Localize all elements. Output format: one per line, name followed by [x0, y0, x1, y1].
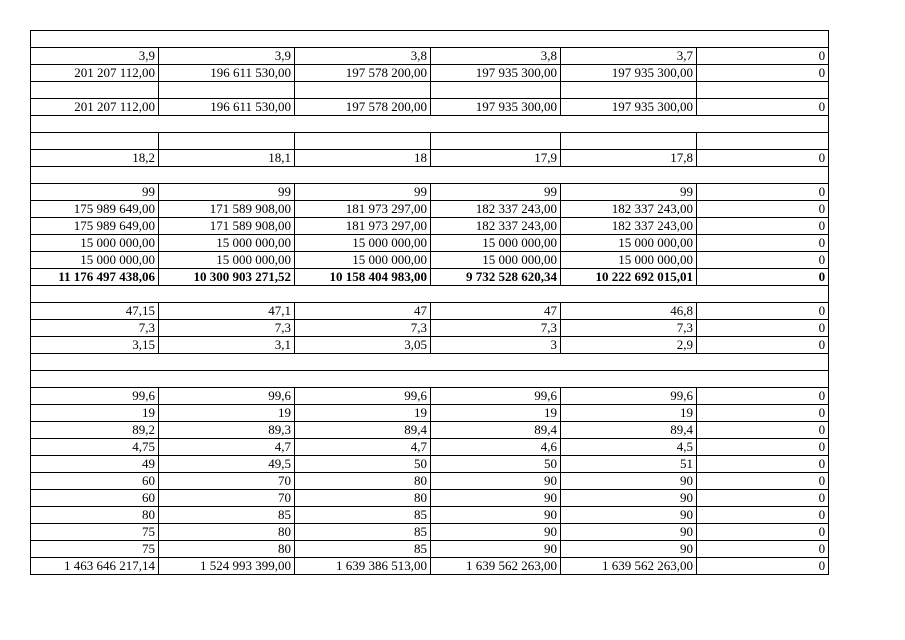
empty-merged-row — [31, 286, 829, 303]
table-cell: 15 000 000,00 — [159, 235, 295, 252]
table-cell: 7,3 — [31, 320, 159, 337]
table-cell: 181 973 297,00 — [295, 201, 431, 218]
table-cell: 0 — [697, 252, 829, 269]
table-row — [31, 201, 829, 218]
table-cell: 196 611 530,00 — [159, 65, 295, 82]
table-cell: 0 — [697, 48, 829, 65]
table-cell: 4,7 — [159, 439, 295, 456]
table-row — [31, 269, 829, 286]
table-row — [31, 116, 829, 133]
table-cell: 99,6 — [31, 388, 159, 405]
data-table — [30, 30, 829, 575]
table-cell: 1 463 646 217,14 — [31, 558, 159, 575]
table-row — [31, 456, 829, 473]
empty-merged-row — [31, 167, 829, 184]
table-cell: 15 000 000,00 — [31, 235, 159, 252]
table-cell: 99,6 — [561, 388, 697, 405]
table-cell: 60 — [31, 473, 159, 490]
table-row — [31, 235, 829, 252]
table-cell: 171 589 908,00 — [159, 218, 295, 235]
table-cell: 15 000 000,00 — [31, 252, 159, 269]
table-cell: 89,3 — [159, 422, 295, 439]
table-cell: 0 — [697, 507, 829, 524]
table-cell: 9 732 528 620,34 — [431, 269, 561, 286]
table-cell: 99 — [159, 184, 295, 201]
table-cell: 0 — [697, 490, 829, 507]
table-row — [31, 354, 829, 371]
table-cell: 80 — [295, 490, 431, 507]
table-cell: 10 300 903 271,52 — [159, 269, 295, 286]
table-cell: 99 — [295, 184, 431, 201]
table-cell: 0 — [697, 184, 829, 201]
table-cell: 17,8 — [561, 150, 697, 167]
table-cell: 18,2 — [31, 150, 159, 167]
table-row — [31, 337, 829, 354]
table-cell: 90 — [561, 490, 697, 507]
table-cell — [561, 82, 697, 99]
table-row — [31, 507, 829, 524]
table-cell: 182 337 243,00 — [431, 218, 561, 235]
table-cell: 201 207 112,00 — [31, 65, 159, 82]
table-cell: 80 — [31, 507, 159, 524]
table-cell: 0 — [697, 405, 829, 422]
table-cell: 201 207 112,00 — [31, 99, 159, 116]
table-cell: 47,15 — [31, 303, 159, 320]
data-table-body — [31, 31, 829, 575]
table-cell: 0 — [697, 337, 829, 354]
table-cell: 60 — [31, 490, 159, 507]
table-cell: 89,4 — [431, 422, 561, 439]
table-cell: 15 000 000,00 — [561, 235, 697, 252]
table-cell: 196 611 530,00 — [159, 99, 295, 116]
table-cell: 175 989 649,00 — [31, 201, 159, 218]
table-cell: 47,1 — [159, 303, 295, 320]
table-cell: 0 — [697, 473, 829, 490]
table-row — [31, 82, 829, 99]
table-cell: 197 935 300,00 — [561, 65, 697, 82]
table-row — [31, 31, 829, 48]
table-cell: 70 — [159, 473, 295, 490]
table-cell: 51 — [561, 456, 697, 473]
table-cell: 0 — [697, 269, 829, 286]
table-cell: 4,5 — [561, 439, 697, 456]
table-cell: 4,75 — [31, 439, 159, 456]
table-row — [31, 473, 829, 490]
table-row — [31, 303, 829, 320]
table-cell: 0 — [697, 558, 829, 575]
table-cell: 3 — [431, 337, 561, 354]
table-cell: 99 — [431, 184, 561, 201]
table-cell: 15 000 000,00 — [295, 252, 431, 269]
table-cell: 171 589 908,00 — [159, 201, 295, 218]
table-row — [31, 371, 829, 388]
table-cell: 0 — [697, 439, 829, 456]
table-cell: 99,6 — [431, 388, 561, 405]
table-cell: 3,05 — [295, 337, 431, 354]
table-cell: 15 000 000,00 — [431, 235, 561, 252]
table-row — [31, 252, 829, 269]
table-cell: 19 — [159, 405, 295, 422]
table-row — [31, 558, 829, 575]
table-cell — [159, 82, 295, 99]
table-cell: 47 — [295, 303, 431, 320]
table-cell: 0 — [697, 303, 829, 320]
empty-merged-row — [31, 371, 829, 388]
table-cell — [159, 133, 295, 150]
table-cell: 0 — [697, 201, 829, 218]
table-cell — [295, 133, 431, 150]
table-cell — [431, 133, 561, 150]
table-cell: 80 — [159, 524, 295, 541]
table-cell: 0 — [697, 524, 829, 541]
table-cell: 3,7 — [561, 48, 697, 65]
table-row — [31, 133, 829, 150]
table-cell: 15 000 000,00 — [159, 252, 295, 269]
table-cell: 85 — [295, 507, 431, 524]
empty-merged-row — [31, 116, 829, 133]
table-cell: 0 — [697, 422, 829, 439]
table-cell: 18 — [295, 150, 431, 167]
table-cell: 19 — [431, 405, 561, 422]
table-cell: 182 337 243,00 — [561, 218, 697, 235]
table-cell: 10 222 692 015,01 — [561, 269, 697, 286]
table-cell: 0 — [697, 235, 829, 252]
table-cell: 7,3 — [561, 320, 697, 337]
table-cell: 90 — [561, 507, 697, 524]
table-cell: 0 — [697, 541, 829, 558]
table-row — [31, 524, 829, 541]
table-cell: 1 639 386 513,00 — [295, 558, 431, 575]
table-cell: 85 — [295, 524, 431, 541]
table-cell: 10 158 404 983,00 — [295, 269, 431, 286]
table-row — [31, 422, 829, 439]
table-cell — [31, 133, 159, 150]
table-row — [31, 405, 829, 422]
table-cell: 50 — [295, 456, 431, 473]
table-cell — [431, 82, 561, 99]
table-cell: 85 — [295, 541, 431, 558]
table-cell: 90 — [431, 507, 561, 524]
table-cell — [561, 133, 697, 150]
table-row — [31, 439, 829, 456]
table-cell: 50 — [431, 456, 561, 473]
table-cell: 175 989 649,00 — [31, 218, 159, 235]
table-cell: 90 — [431, 473, 561, 490]
table-cell: 49,5 — [159, 456, 295, 473]
table-cell: 197 935 300,00 — [431, 65, 561, 82]
table-cell: 75 — [31, 541, 159, 558]
table-cell: 99 — [561, 184, 697, 201]
table-cell: 182 337 243,00 — [561, 201, 697, 218]
table-cell: 4,6 — [431, 439, 561, 456]
empty-merged-row — [31, 31, 829, 48]
table-cell: 3,9 — [31, 48, 159, 65]
table-row — [31, 388, 829, 405]
table-cell: 197 578 200,00 — [295, 65, 431, 82]
table-cell: 0 — [697, 99, 829, 116]
table-cell: 75 — [31, 524, 159, 541]
table-cell: 99,6 — [159, 388, 295, 405]
table-cell: 47 — [431, 303, 561, 320]
table-cell: 182 337 243,00 — [431, 201, 561, 218]
table-cell: 90 — [431, 541, 561, 558]
table-cell: 70 — [159, 490, 295, 507]
table-cell: 90 — [561, 473, 697, 490]
table-cell: 90 — [431, 490, 561, 507]
table-row — [31, 167, 829, 184]
table-cell: 90 — [561, 524, 697, 541]
table-cell: 19 — [295, 405, 431, 422]
table-cell: 3,15 — [31, 337, 159, 354]
table-cell: 15 000 000,00 — [295, 235, 431, 252]
table-cell: 80 — [295, 473, 431, 490]
table-cell: 99 — [31, 184, 159, 201]
table-cell: 0 — [697, 320, 829, 337]
table-cell: 18,1 — [159, 150, 295, 167]
table-cell: 0 — [697, 150, 829, 167]
table-row — [31, 541, 829, 558]
table-cell: 1 639 562 263,00 — [561, 558, 697, 575]
table-cell — [697, 133, 829, 150]
table-cell: 1 524 993 399,00 — [159, 558, 295, 575]
table-cell: 0 — [697, 388, 829, 405]
table-cell: 15 000 000,00 — [431, 252, 561, 269]
table-cell — [697, 82, 829, 99]
table-cell: 7,3 — [159, 320, 295, 337]
table-cell: 0 — [697, 65, 829, 82]
table-row — [31, 490, 829, 507]
table-cell: 197 935 300,00 — [561, 99, 697, 116]
table-cell: 181 973 297,00 — [295, 218, 431, 235]
table-row — [31, 150, 829, 167]
table-cell: 49 — [31, 456, 159, 473]
table-cell — [295, 82, 431, 99]
table-cell: 99,6 — [295, 388, 431, 405]
table-cell: 19 — [31, 405, 159, 422]
table-cell: 19 — [561, 405, 697, 422]
table-cell: 89,4 — [295, 422, 431, 439]
table-cell: 15 000 000,00 — [561, 252, 697, 269]
table-cell: 2,9 — [561, 337, 697, 354]
table-row — [31, 218, 829, 235]
table-cell: 1 639 562 263,00 — [431, 558, 561, 575]
table-row — [31, 286, 829, 303]
table-cell — [31, 82, 159, 99]
table-cell: 0 — [697, 218, 829, 235]
table-cell: 90 — [561, 541, 697, 558]
table-cell: 85 — [159, 507, 295, 524]
table-cell: 197 935 300,00 — [431, 99, 561, 116]
table-row — [31, 184, 829, 201]
table-cell: 17,9 — [431, 150, 561, 167]
table-cell: 90 — [431, 524, 561, 541]
empty-merged-row — [31, 354, 829, 371]
table-cell: 3,9 — [159, 48, 295, 65]
table-cell: 89,4 — [561, 422, 697, 439]
table-cell: 0 — [697, 456, 829, 473]
table-cell: 4,7 — [295, 439, 431, 456]
table-cell: 7,3 — [431, 320, 561, 337]
table-cell: 46,8 — [561, 303, 697, 320]
table-row — [31, 65, 829, 82]
table-cell: 80 — [159, 541, 295, 558]
table-cell: 7,3 — [295, 320, 431, 337]
table-row — [31, 99, 829, 116]
table-cell: 11 176 497 438,06 — [31, 269, 159, 286]
table-cell: 3,8 — [431, 48, 561, 65]
table-cell: 3,8 — [295, 48, 431, 65]
table-row — [31, 320, 829, 337]
table-cell: 3,1 — [159, 337, 295, 354]
table-cell: 197 578 200,00 — [295, 99, 431, 116]
table-cell: 89,2 — [31, 422, 159, 439]
table-row — [31, 48, 829, 65]
